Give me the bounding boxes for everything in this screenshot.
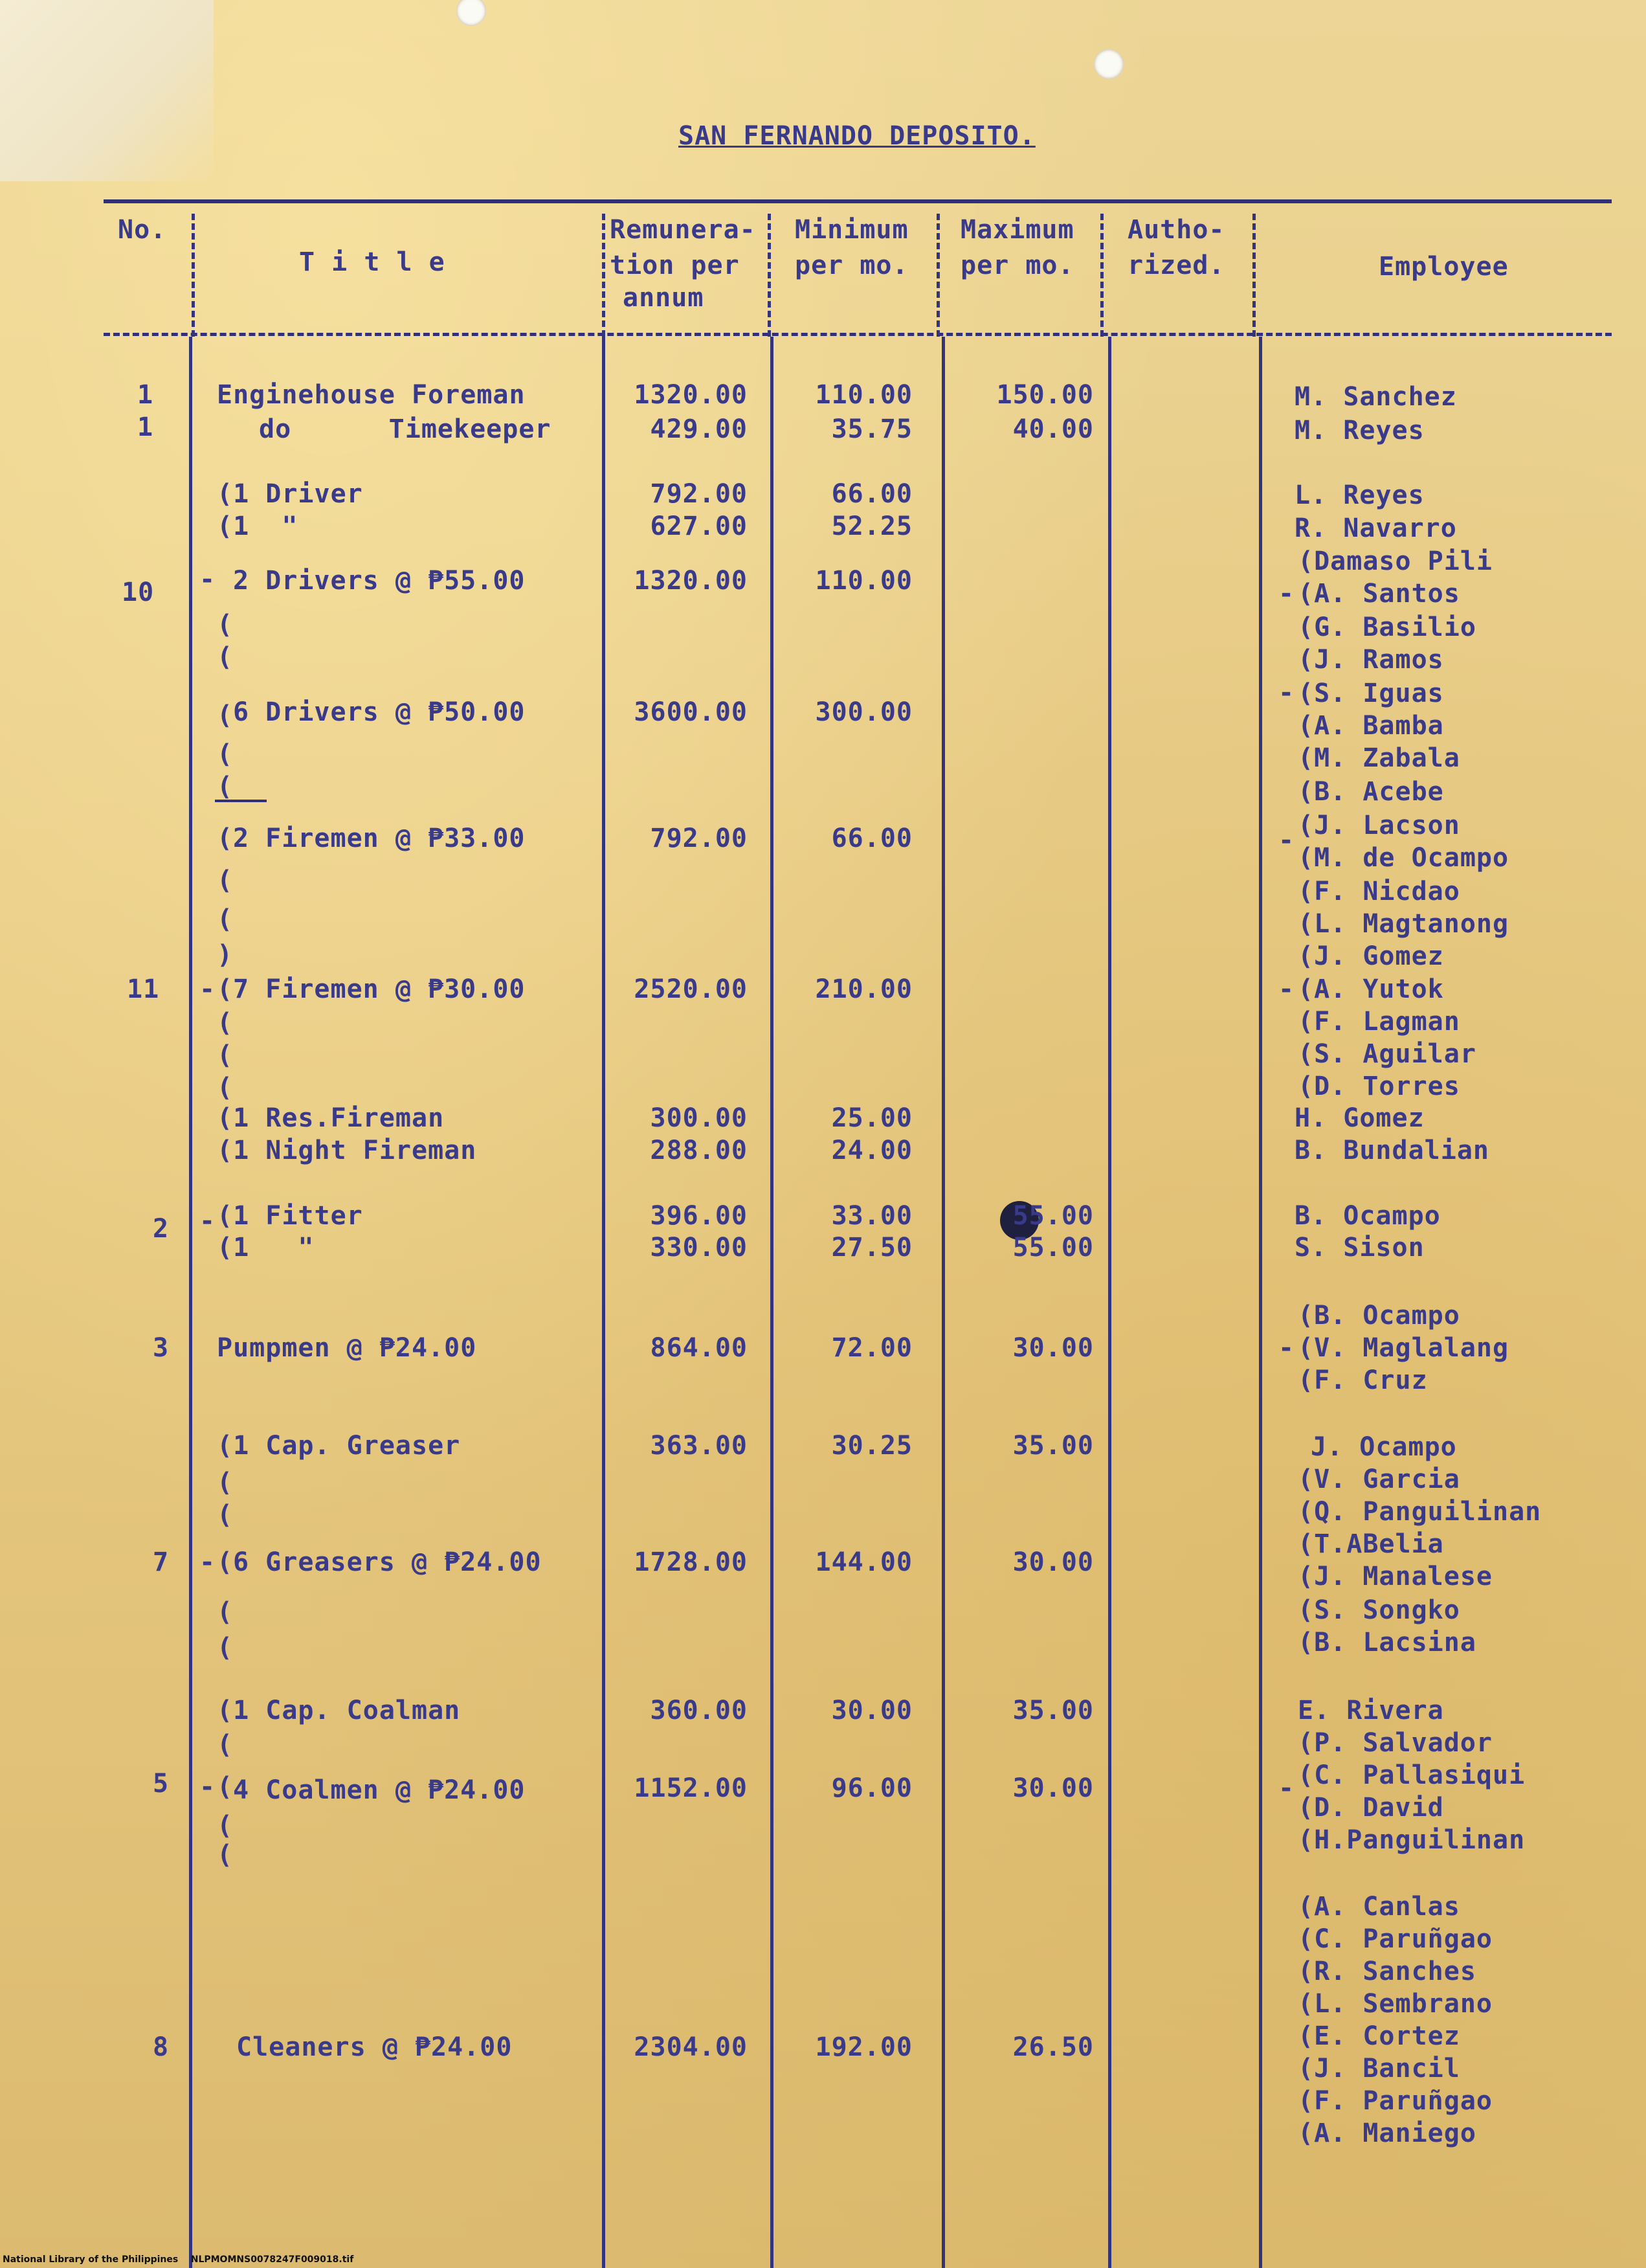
header-maximum-2: per mo. (961, 251, 1074, 280)
archive-footer: National Library of the Philippines NLPMOMNS0078247F009018.tif (3, 2254, 354, 2265)
header-authorized-2: rized. (1128, 251, 1225, 280)
col-divider (1100, 214, 1104, 337)
col-divider (770, 337, 773, 2268)
header-maximum-1: Maximum (961, 215, 1074, 245)
header-rule (104, 333, 1612, 336)
col-divider (192, 214, 195, 337)
punch-hole (456, 0, 486, 26)
header-no: No. (118, 215, 167, 245)
col-divider (1252, 214, 1256, 337)
header-authorized-1: Autho- (1128, 215, 1225, 245)
col-divider (602, 337, 605, 2268)
col-divider (1108, 337, 1111, 2268)
col-divider (937, 214, 940, 337)
header-remuneration-2: tion per (610, 251, 740, 280)
col-divider (768, 214, 771, 337)
document-title: SAN FERNANDO DEPOSITO. (678, 121, 1036, 151)
document-page: SAN FERNANDO DEPOSITO. No. T i t l e Remunera- tion per annum Minimum per mo. Maximum per mo. Autho- rized. Employee 1 Enginehouse Foreman 1320.00 110.00 150.00 M. Sanchez 1 do Timekeeper 429.00 35.75 40.00 M. Reyes 10 (1 Driver 792.00 66.00 L. Reyes (1 " 627.00 52.25 R. Navarro - 2 Drivers @ ₱55.00 1320.00 110.00 ( ( ( 6 Drivers @ ₱50.00 3600.00 300.00 ( ( - (Damaso Pili (A. Santos (G. Basilio (J. Ramos - (S. Iguas (A. Bamba (M. Zabala (B. Acebe 11 ( 2 Firemen @ ₱33.00 792.00 66.00 ( ( ) - ( 7 Firemen @ ₱30.00 2520.00 210.00 ( ( ( (1 Res.Fireman 300.00 25.00 H. Gomez (1 Night Fireman 288.00 24.00 B. Bundalian - (J. Lacson (M. de Ocampo (F. Nicdao (L. Magtanong (J. Gomez - (A. Yutok (F. Lagman (S. Aguilar (D. Torres 2 - (1 Fitter 396.00 33.00 55.00 B. Ocampo (1 " 330.00 27.50 55.00 S. Sison 3 Pumpmen @ ₱24.00 864.00 72.00 30.00 (B. Ocampo - (V. Maglalang (F. Cruz 7 (1 Cap. Greaser 363.00 30.25 35.00 J. Ocampo ( ( - ( 6 Greasers @ ₱24.00 1728.00 144.00 30.00 ( ( (V. Garcia (Q. Panguilinan (T.ABelia (J. Manalese (S. Songko (B. Lacsina 5 (1 Cap. Coalman 360.00 30.00 35.00 E. Rivera ( - ( 4 Coalmen @ ₱24.00 1152.00 96.00 30.00 ( ( (P. Salvador - (C. Pallasiqui (D. David (H.Panguilinan 8 Cleaners @ ₱24.00 2304.00 192.00 26.50 (A. Canlas (C. Paruñgao (R. Sanches (L. Sembrano (E. Cortez (J. Bancil (F. Paruñgao (A. Maniego National Library of the Philippines NLPMOMNS0078247F009018.tif (0, 0, 1646, 2268)
col-divider (942, 337, 945, 2268)
col-divider (1259, 337, 1262, 2268)
torn-corner (0, 0, 214, 181)
col-divider (602, 214, 605, 337)
header-minimum-2: per mo. (795, 251, 909, 280)
col-divider (189, 337, 192, 2268)
punch-hole (1094, 49, 1124, 79)
header-minimum-1: Minimum (795, 215, 909, 245)
table-top-rule (104, 199, 1612, 203)
header-remuneration-1: Remunera- (610, 215, 756, 245)
header-remuneration-3: annum (623, 283, 704, 313)
header-employee: Employee (1379, 252, 1509, 282)
header-title: T i t l e (299, 247, 445, 277)
